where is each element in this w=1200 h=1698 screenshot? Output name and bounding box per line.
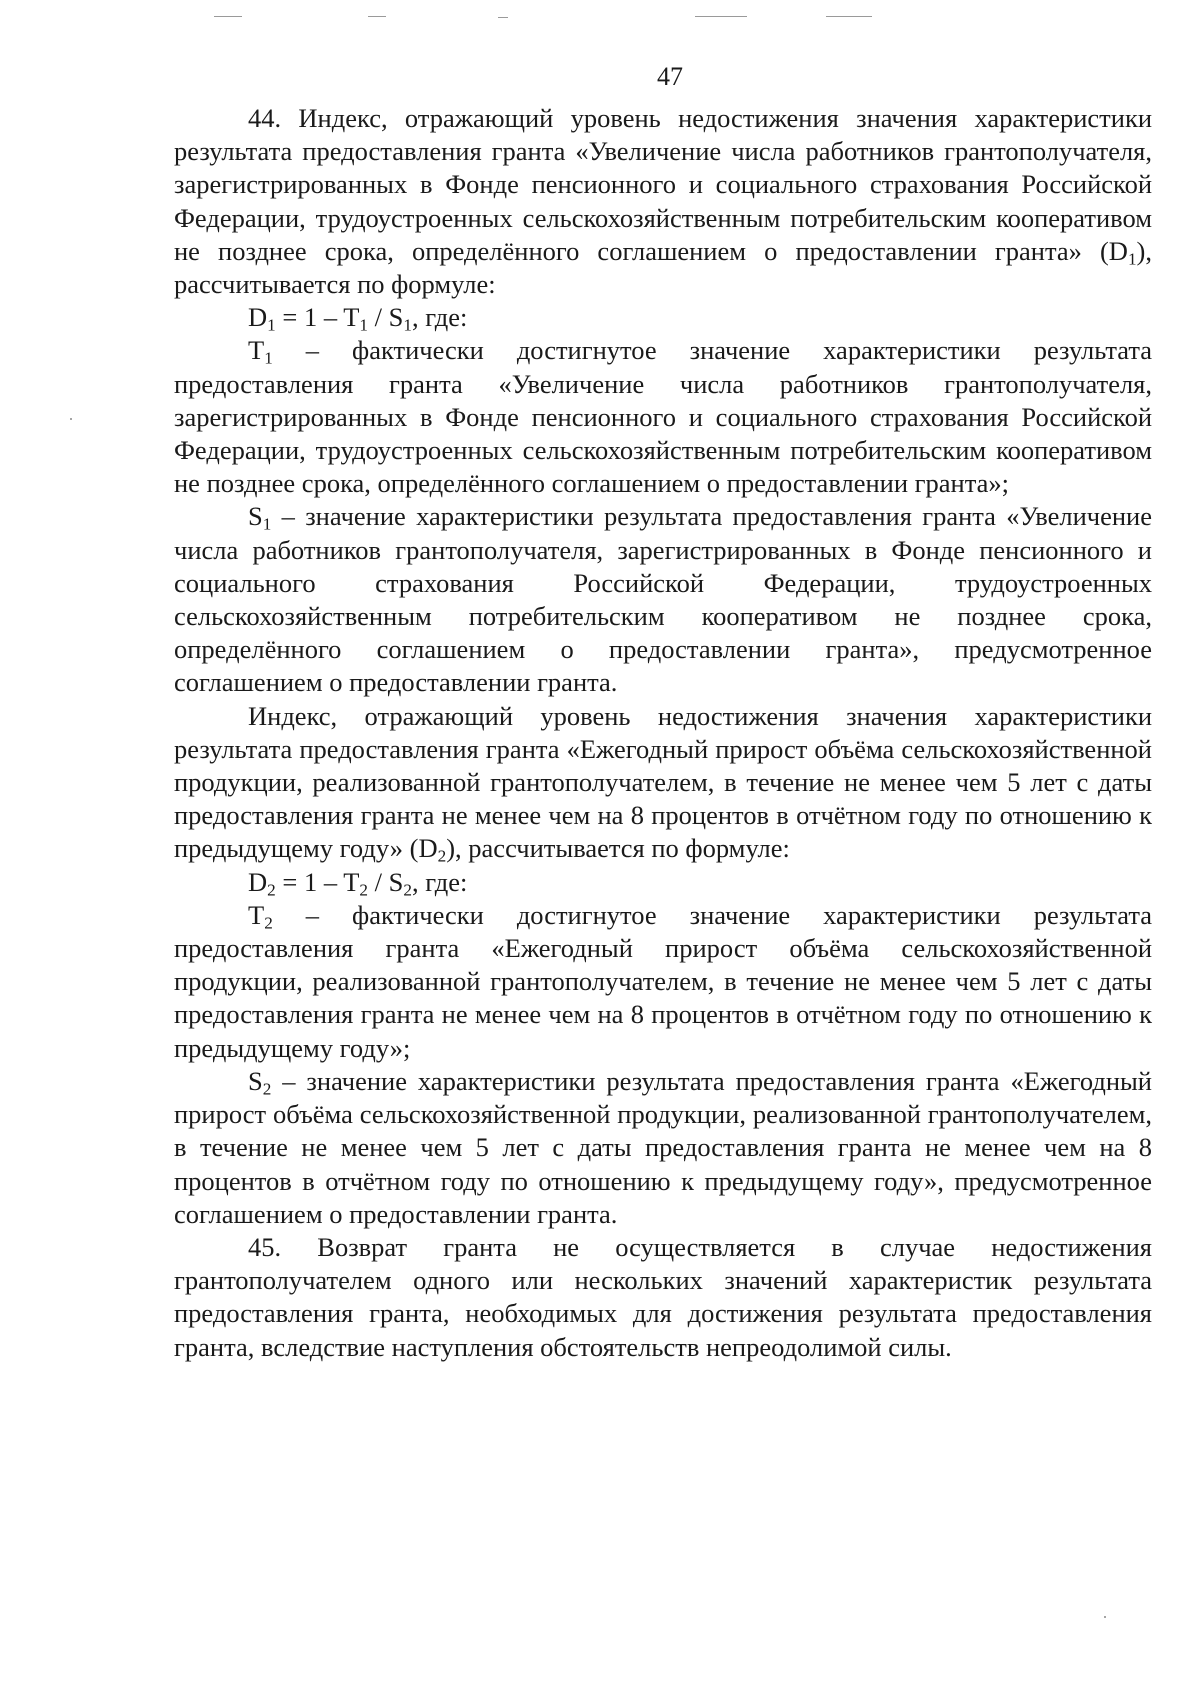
scan-artifact — [214, 16, 242, 17]
scan-artifact — [695, 16, 747, 17]
document-body — [174, 102, 1152, 1364]
paragraph-45: 45. Возврат гранта не осуществляется в случае недостижения грантополучателем одного или нескольких значений характеристик результата предоставления гранта, необходимых для достижения результата предоставления гранта, вследствие наступления обстоятельств непреодолимой силы. — [174, 1231, 1152, 1362]
definition-t1: $T_1$ – фактически достигнутое значение характеристики результата предоставления гранта «Увеличение числа работников грантополучателя, зарегистрированных в Фонде пенсионного и социального страхования Российской Федерации, трудоустроенных сельскохозяйственным потребительским кооперативом не позднее срока, определённого соглашением о предоставлении гранта»; — [174, 335, 1152, 499]
paragraph-44: 44. Индекс, отражающий уровень недостижения значения характеристики результата предоставления гранта «Увеличение числа работников грантополучателя, зарегистрированных в Фонде пенсионного и социального страхования Российской Федерации, трудоустроенных сельскохозяйственным потребительским кооперативом не позднее срока, определённого соглашением о предоставлении гранта» $(D_1)$, рассчитывается по формуле: — [174, 103, 1152, 300]
page-number: 47 — [657, 62, 683, 91]
scan-artifact — [1104, 1616, 1106, 1618]
scan-artifact — [70, 418, 72, 420]
scan-artifact — [368, 16, 386, 17]
paragraph-index-2: Индекс, отражающий уровень недостижения значения характеристики результата предоставления гранта «Ежегодный прирост объёма сельскохозяйственной продукции, реализованной грантополучателем, в течение не менее чем 5 лет с даты предоставления гранта не менее чем на 8 процентов в отчётном году по отношению к предыдущему году» $(D_2)$, рассчитывается по формуле: — [174, 700, 1152, 866]
definition-t2: $T_2$ – фактически достигнутое значение характеристики результата предоставления гранта «Ежегодный прирост объёма сельскохозяйственной продукции, реализованной грантополучателем, в течение не менее чем 5 лет с даты предоставления гранта не менее чем на 8 процентов в отчётном году по отношению к предыдущему году»; — [174, 899, 1152, 1063]
definition-s1: $S_1$ – значение характеристики результата предоставления гранта «Увеличение числа работников грантополучателя, зарегистрированных в Фонде пенсионного и социального страхования Российской Федерации, трудоустроенных сельскохозяйственным потребительским кооперативом не позднее срока, определённого соглашением о предоставлении гранта», предусмотренное соглашением о предоставлении гранта. — [174, 501, 1152, 698]
definition-s2: $S_2$ – значение характеристики результата предоставления гранта «Ежегодный прирост объёма сельскохозяйственной продукции, реализованной грантополучателем, в течение не менее чем 5 лет с даты предоставления гранта не менее чем на 8 процентов в отчётном году по отношению к предыдущему году», предусмотренное соглашением о предоставлении гранта. — [174, 1065, 1152, 1229]
formula-d2: $D_2 = 1 - T_2 / S_2$, где: — [248, 866, 468, 899]
formula-d1: $D_1 = 1 - T_1 / S_1$, где: — [248, 302, 468, 335]
scan-artifact — [498, 17, 508, 18]
scan-artifact — [826, 16, 872, 17]
